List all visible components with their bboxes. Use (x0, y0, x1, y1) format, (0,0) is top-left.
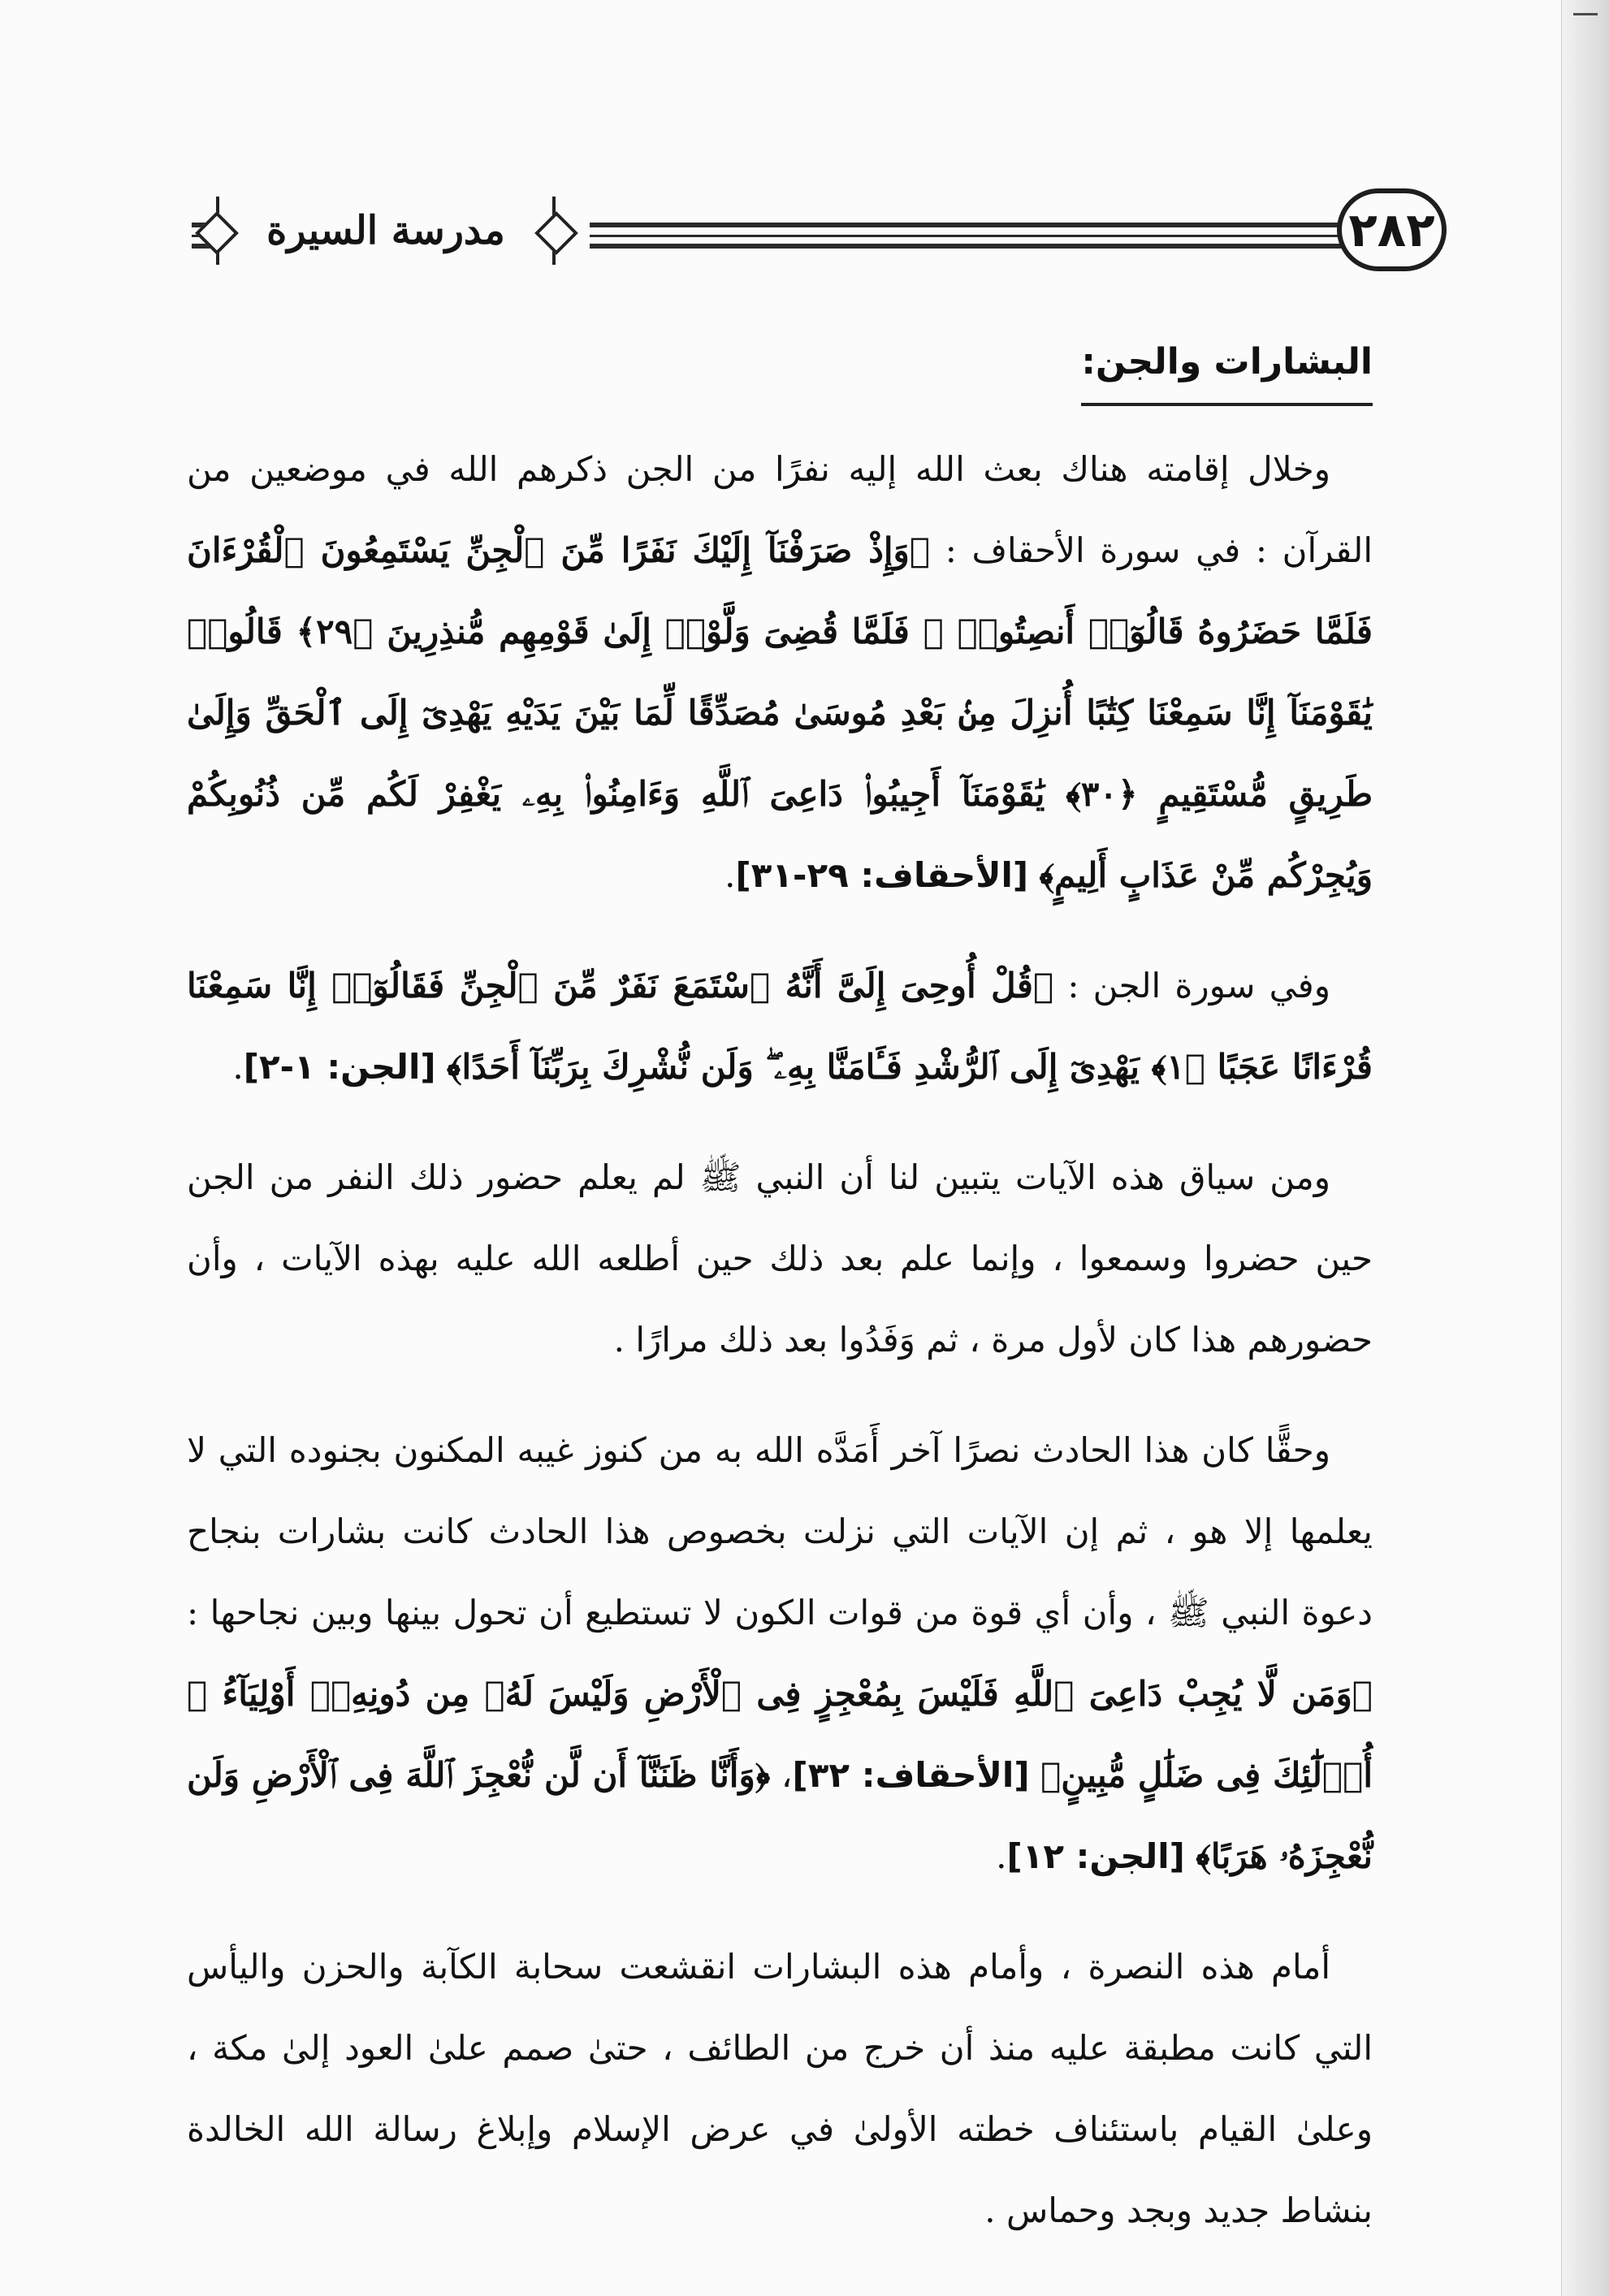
paragraph-text: ومن سياق هذه الآيات يتبين لنا أن النبي ﷺ لم يعلم حضور ذلك النفر من الجن حين حضروا وسمعوا ، وإنما علم بعد ذلك حين أطلعه الله عليه بهذه الآيات ، وأن حضورهم هذا كان لأول مرة ، ثم وَفَدُوا بعد ذلك مرارًا . (187, 1157, 1373, 1360)
paragraph (187, 1926, 1373, 2251)
section-heading-text: البشارات والجن: (1081, 325, 1373, 406)
paragraph (187, 1410, 1373, 1897)
verse-reference: [الجن: ١-٢] (243, 1047, 436, 1087)
paragraph (187, 1137, 1373, 1381)
corner-mark (1573, 13, 1598, 15)
verse-reference: [الجن: ١٢] (1006, 1836, 1185, 1876)
punctuation: . (724, 855, 736, 895)
book-title: مدرسة السيرة (216, 197, 556, 265)
header-rule (590, 223, 1442, 227)
paragraph (187, 429, 1373, 916)
punctuation: . (232, 1047, 244, 1087)
page-number: ٢٨٢ (1337, 188, 1447, 271)
page-header (192, 188, 1435, 286)
page-edge (1561, 0, 1609, 2296)
paragraph-text: وحقًّا كان هذا الحادث نصرًا آخر أَمَدَّه الله به من كنوز غيبه المكنون بجنوده التي لا يعلمها إلا هو ، ثم إن الآيات التي نزلت بخصوص هذا الحادث كانت بشارات بنجاح دعوة النبي ﷺ ، وأن أي قوة من قوات الكون لا تستطيع أن تحول بينها وبين نجاحها : (187, 1430, 1373, 1632)
section-heading (187, 325, 1373, 406)
quran-verse: ﴿وَمَن لَّا يُجِبْ دَاعِىَ ٱللَّهِ فَلَيْسَ بِمُعْجِزٍ فِى ٱلْأَرْضِ وَلَيْسَ لَهُۥ مِن دُونِهِۦٓ أَوْلِيَآءُ ۚ أُو۟لَٰٓئِكَ فِى ضَلَٰلٍ مُّبِينٍ﴾ (187, 1674, 1373, 1795)
quran-verse: ﴿قُلْ أُوحِىَ إِلَىَّ أَنَّهُ ٱسْتَمَعَ نَفَرٌ مِّنَ ٱلْجِنِّ فَقَالُوٓا۟ إِنَّا سَمِعْنَا قُرْءَانًا عَجَبًا ﴿١﴾ يَهْدِىٓ إِلَى ٱلرُّشْدِ فَـَٔامَنَّا بِهِۦ ۖ وَلَن نُّشْرِكَ بِرَبِّنَآ أَحَدًا﴾ (187, 966, 1373, 1087)
quran-verse: ﴿وَإِذْ صَرَفْنَآ إِلَيْكَ نَفَرًا مِّنَ ٱلْجِنِّ يَسْتَمِعُونَ ٱلْقُرْءَانَ فَلَمَّا حَضَرُوهُ قَالُوٓا۟ أَنصِتُوا۟ ۖ فَلَمَّا قُضِىَ وَلَّوْا۟ إِلَىٰ قَوْمِهِم مُّنذِرِينَ ﴿٢٩﴾ قَالُوا۟ يَٰقَوْمَنَآ إِنَّا سَمِعْنَا كِتَٰبًا أُنزِلَ مِنۢ بَعْدِ مُوسَىٰ مُصَدِّقًا لِّمَا بَيْنَ يَدَيْهِ يَهْدِىٓ إِلَى ٱلْحَقِّ وَإِلَىٰ طَرِيقٍ مُّسْتَقِيمٍ ﴿٣٠﴾ يَٰقَوْمَنَآ أَجِيبُوا۟ دَاعِىَ ٱللَّهِ وَءَامِنُوا۟ بِهِۦ يَغْفِرْ لَكُم مِّن ذُنُوبِكُمْ وَيُجِرْكُم مِّنْ عَذَابٍ أَلِيمٍ﴾ (187, 530, 1373, 895)
header-rule (590, 244, 1442, 249)
punctuation: ، (781, 1755, 793, 1795)
page-content (187, 325, 1373, 2281)
header-rule (590, 235, 1442, 237)
punctuation: . (996, 1836, 1007, 1876)
paragraph-text: وخلال إقامته هناك بعث الله إليه نفرًا من الجن ذكرهم الله في موضعين من القرآن : في سورة الأحقاف : (187, 449, 1373, 570)
paragraph (187, 945, 1373, 1108)
paragraph-text: أمام هذه النصرة ، وأمام هذه البشارات انقشعت سحابة الكآبة والحزن واليأس التي كانت مطبقة عليه منذ أن خرج من الطائف ، حتىٰ صمم علىٰ العود إلىٰ مكة ، وعلىٰ القيام باستئناف خطته الأولىٰ في عرض الإسلام وإبلاغ رسالة الله الخالدة بنشاط جديد وبجد وحماس . (187, 1947, 1373, 2230)
verse-reference: [الأحقاف: ٢٩-٣١] (735, 855, 1029, 895)
paragraph-text: وفي سورة الجن : (1067, 966, 1330, 1005)
verse-reference: [الأحقاف: ٣٢] (792, 1755, 1030, 1795)
quran-verse: ﴿وَأَنَّا ظَنَنَّآ أَن لَّن نُّعْجِزَ ٱللَّهَ فِى ٱلْأَرْضِ وَلَن نُّعْجِزَهُۥ هَرَبًا﴾ (187, 1755, 1373, 1876)
